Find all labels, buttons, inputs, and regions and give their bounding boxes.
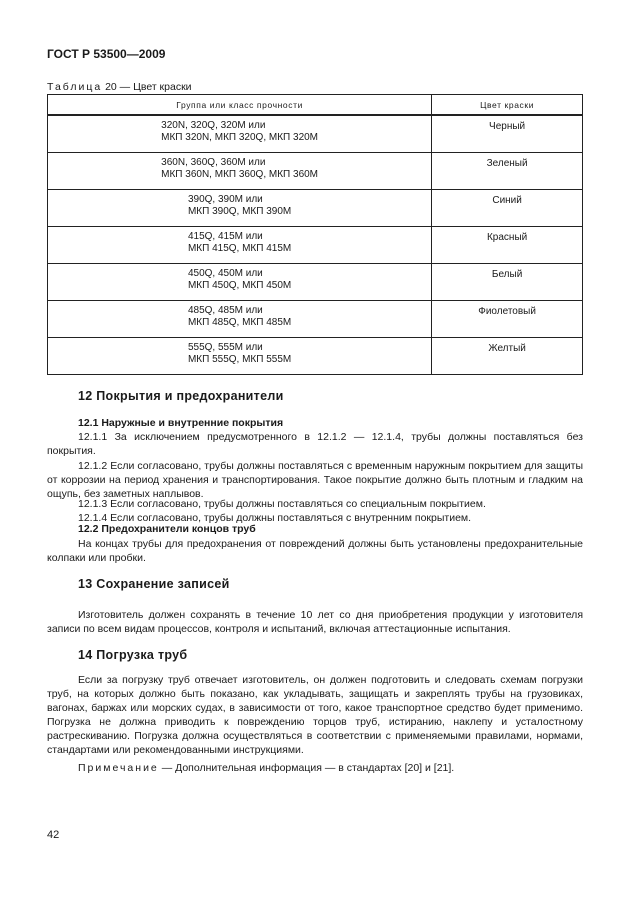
table-row [48,338,583,375]
table-row [48,153,583,190]
group-line: 360N, 360Q, 360M или [161,157,266,168]
table-caption-text: 20 — Цвет краски [102,81,192,93]
group-line: 450Q, 450M или [187,268,263,279]
color-cell: Черный [432,115,583,153]
table-row [48,227,583,264]
section-12-title: 12 Покрытия и предохранители [78,389,284,403]
table-header-group: Группа или класс прочности [48,95,432,116]
group-line: МКП 390Q, МКП 390M [187,206,292,217]
group-line: МКП 450Q, МКП 450M [187,280,292,291]
paragraph-12-1-4: 12.1.4 Если согласовано, трубы должны поставляться с внутренним покрытием. [78,512,472,524]
paragraph-12-1-3: 12.1.3 Если согласовано, трубы должны поставляться со специальным покрытием. [78,498,486,510]
paragraph-14: Если за погрузку труб отвечает изготовитель, он должен подготовить и следовать схемам погрузки труб, на которых должно быть показано, как укладывать, защищать и закреплять трубы на грузовиках, вагонах, баржах или морских судах, в зависимости от того, какое транспортное средство будет применимо. Погрузка не должна приводить к повреждению торцов труб, истиранию, наклепу и усталостному растрескиванию. Погрузка должна осуществляться в соответствии с применяемыми правилами, нормами, стандартами или рекомендованными инструкциями. [47,674,583,756]
group-line: 555Q, 555M или [187,342,263,353]
color-cell: Желтый [432,338,583,375]
table-row [48,264,583,301]
table-caption [47,81,192,93]
group-line: 390Q, 390M или [187,194,263,205]
table-row [48,115,583,153]
group-line: 320N, 320Q, 320M или [161,120,266,131]
group-line: МКП 485Q, МКП 485M [187,317,292,328]
section-13-title: 13 Сохранение записей [78,577,230,591]
note-text: — Дополнительная информация — в стандартах [20] и [21]. [158,762,455,774]
section-14-title: 14 Погрузка труб [78,648,188,662]
color-cell: Белый [432,264,583,301]
paragraph-12-2: На концах трубы для предохранения от повреждений должны быть установлены предохранительные колпаки или пробки. [47,538,583,564]
color-cell: Зеленый [432,153,583,190]
paragraph-12-1-1: 12.1.1 За исключением предусмотренного в 12.1.2 — 12.1.4, трубы должны поставляться без покрытия. [47,431,583,457]
group-line: МКП 555Q, МКП 555M [187,354,292,365]
subsection-12-2-title: 12.2 Предохранители концов труб [78,523,256,535]
color-cell: Красный [432,227,583,264]
subsection-12-1-title: 12.1 Наружные и внутренние покрытия [78,417,284,429]
paragraph-12-1-2: 12.1.2 Если согласовано, трубы должны поставляться с временным наружным покрытием для защиты от коррозии на период хранения и транспортирования. Такое покрытие должно быть плотным и гладким на ощупь, без заметных наплывов. [47,460,583,500]
group-line: МКП 320N, МКП 320Q, МКП 320M [161,132,319,143]
color-cell: Синий [432,190,583,227]
group-line: МКП 360N, МКП 360Q, МКП 360M [161,169,319,180]
group-line: 485Q, 485M или [187,305,263,316]
document-header: ГОСТ Р 53500—2009 [47,47,166,61]
page-number: 42 [47,829,60,841]
paint-color-table [47,94,583,375]
paragraph-13: Изготовитель должен сохранять в течение 10 лет со дня приобретения продукции у изготовителя записи по всем видам процессов, контроля и испытаний, включая аттестационные испытания. [47,609,583,635]
group-line: МКП 415Q, МКП 415M [187,243,292,254]
table-row [48,301,583,338]
group-line: 415Q, 415M или [187,231,263,242]
table-caption-label: Таблица [47,81,103,93]
table-row [48,190,583,227]
note-label: Примечание [78,762,159,774]
color-cell: Фиолетовый [432,301,583,338]
note [78,762,454,774]
table-header-color: Цвет краски [432,95,583,116]
